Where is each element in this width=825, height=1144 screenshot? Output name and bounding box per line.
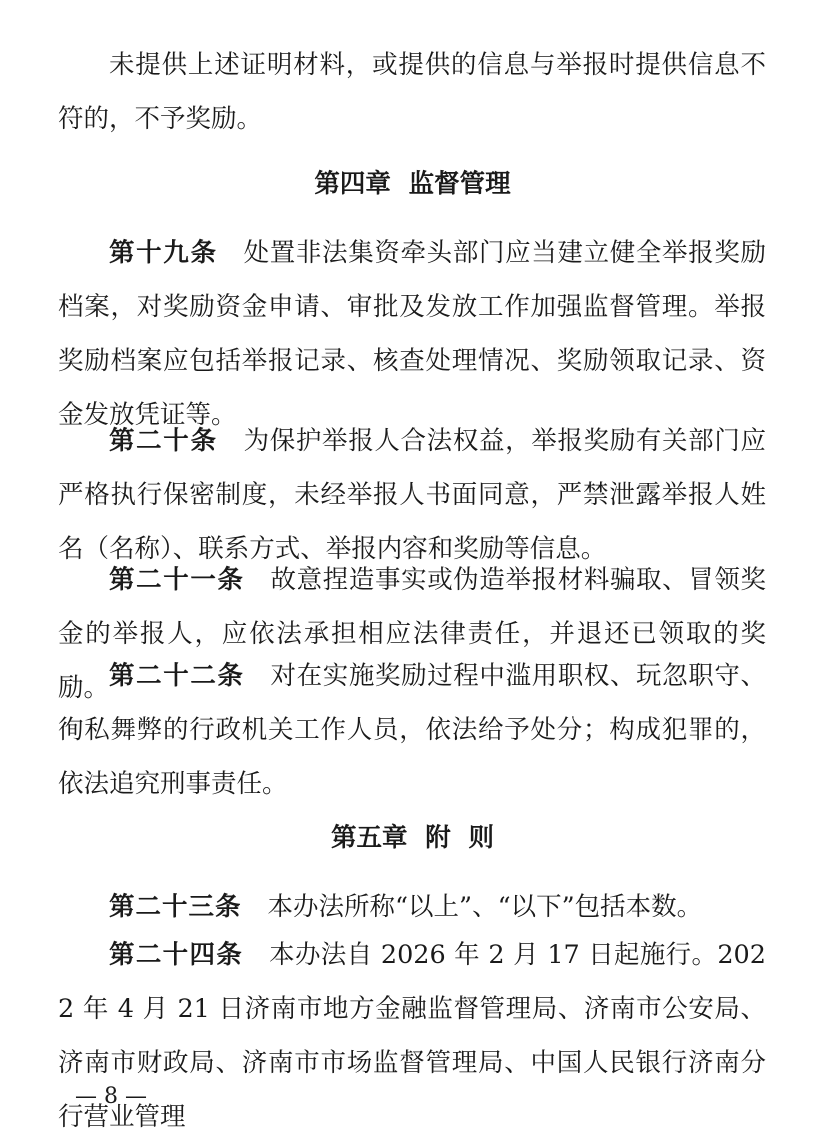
article-number: 第十九条 xyxy=(109,238,218,268)
article-number: 第二十四条 xyxy=(109,940,244,970)
article-number: 第二十三条 xyxy=(109,892,242,922)
article-text: 处置非法集资牵头部门应当建立健全举报奖励档案，对奖励资金申请、审批及发放工作加强监督管理。举报奖励档案应包括举报记录、核查处理情况、奖励领取记录、资金发放凭证等。 xyxy=(58,238,766,430)
article-number: 第二十条 xyxy=(109,426,218,456)
article-text: 故意捏造事实或伪造举报材料骗取、冒领奖金的举报人，应依法承担相应法律责任，并退还已领取的奖励。 xyxy=(58,565,766,703)
chapter-4-title: 第四章 监督管理 xyxy=(314,169,511,199)
article-24 xyxy=(58,928,766,1144)
intro-paragraph: 未提供上述证明材料，或提供的信息与举报时提供信息不符的，不予奖励。 xyxy=(58,50,766,134)
article-20 xyxy=(58,414,766,576)
article-text: 本办法所称“以上”、“以下”包括本数。 xyxy=(267,892,703,922)
article-text: 对在实施奖励过程中滥用职权、玩忽职守、徇私舞弊的行政机关工作人员，依法给予处分；构成犯罪的，依法追究刑事责任。 xyxy=(58,661,766,799)
page-number: — 8 — xyxy=(75,1084,147,1109)
article-text: 本办法自 2026 年 2 月 17 日起施行。2022 年 4 月 21 日济南市地方金融监督管理局、济南市公安局、济南市财政局、济南市市场监督管理局、中国人民银行济南分行营业管理 xyxy=(58,940,766,1132)
article-22 xyxy=(58,649,766,811)
article-number: 第二十一条 xyxy=(109,565,245,595)
article-text: 为保护举报人合法权益，举报奖励有关部门应严格执行保密制度，未经举报人书面同意，严禁泄露举报人姓名（名称）、联系方式、举报内容和奖励等信息。 xyxy=(58,426,766,564)
article-number: 第二十二条 xyxy=(109,661,245,691)
chapter-5-title: 第五章 附 则 xyxy=(330,823,494,853)
article-19 xyxy=(58,226,766,442)
article-23 xyxy=(58,880,766,934)
